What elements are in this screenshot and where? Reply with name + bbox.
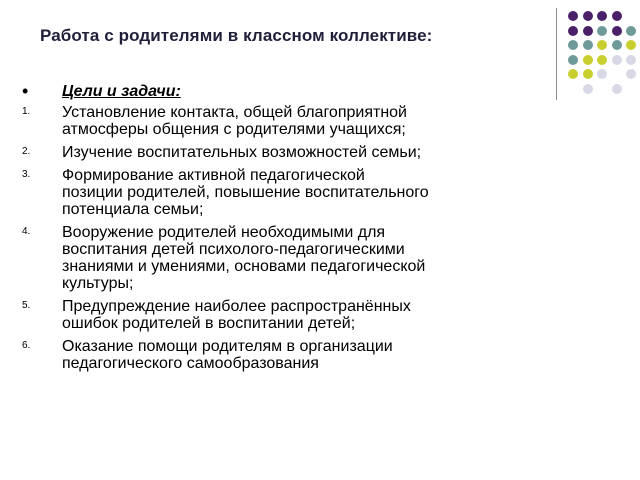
list-item xyxy=(22,144,542,161)
decorative-dot xyxy=(597,55,607,65)
list-item xyxy=(22,167,542,218)
decorative-dot xyxy=(583,84,593,94)
decorative-dot xyxy=(597,69,607,79)
decorative-dot xyxy=(612,26,622,36)
decorative-dot xyxy=(612,84,622,94)
decorative-dot xyxy=(612,11,622,21)
decorative-dot xyxy=(568,40,578,50)
slide-title: Работа с родителями в классном коллективе: xyxy=(40,26,433,45)
list-item-text: Предупреждение наиболее распространённых ошибок родителей в воспитании детей; xyxy=(62,298,411,332)
list-item-number: 6. xyxy=(22,340,31,351)
list-item xyxy=(22,298,542,332)
list-item-number: 4. xyxy=(22,226,31,237)
list-item-number: 3. xyxy=(22,169,31,180)
list-item-number: 1. xyxy=(22,106,31,117)
list-item-text: Изучение воспитательных возможностей семьи; xyxy=(62,144,422,161)
decorative-dot xyxy=(583,69,593,79)
decorative-dot xyxy=(626,55,636,65)
list-item xyxy=(22,224,542,292)
subheading-row xyxy=(22,82,542,104)
decorative-dot xyxy=(612,40,622,50)
list-item-text: Установление контакта, общей благоприятной атмосферы общения с родителями учащихся; xyxy=(62,104,407,138)
decorative-dot xyxy=(583,40,593,50)
decorative-dot xyxy=(597,26,607,36)
decorative-dot xyxy=(612,55,622,65)
decorative-dot xyxy=(583,11,593,21)
list-item xyxy=(22,338,542,372)
decorative-dot xyxy=(568,55,578,65)
decorative-dot xyxy=(568,11,578,21)
decorative-dot xyxy=(583,55,593,65)
decorative-dot xyxy=(626,26,636,36)
slide-content xyxy=(22,82,542,378)
decorative-dot-grid xyxy=(568,11,638,101)
list-item-text: Формирование активной педагогической позиции родителей, повышение воспитательного потенциала семьи; xyxy=(62,167,429,218)
bullet-icon: • xyxy=(22,81,29,101)
list-item-number: 2. xyxy=(22,146,31,157)
list-item-number: 5. xyxy=(22,300,31,311)
subheading: Цели и задачи: xyxy=(62,83,181,100)
decorative-divider-line xyxy=(556,8,557,100)
decorative-dot xyxy=(583,26,593,36)
list-item-text: Оказание помощи родителям в организации педагогического самообразования xyxy=(62,338,393,372)
decorative-dot xyxy=(597,11,607,21)
decorative-dot xyxy=(626,40,636,50)
decorative-dot xyxy=(626,69,636,79)
decorative-dot xyxy=(597,40,607,50)
goals-list xyxy=(22,104,542,372)
decorative-dot xyxy=(568,69,578,79)
list-item xyxy=(22,104,542,138)
list-item-text: Вооружение родителей необходимыми для воспитания детей психолого-педагогическими знаниями и умениями, основами педагогической культуры; xyxy=(62,224,426,292)
decorative-dot xyxy=(568,26,578,36)
